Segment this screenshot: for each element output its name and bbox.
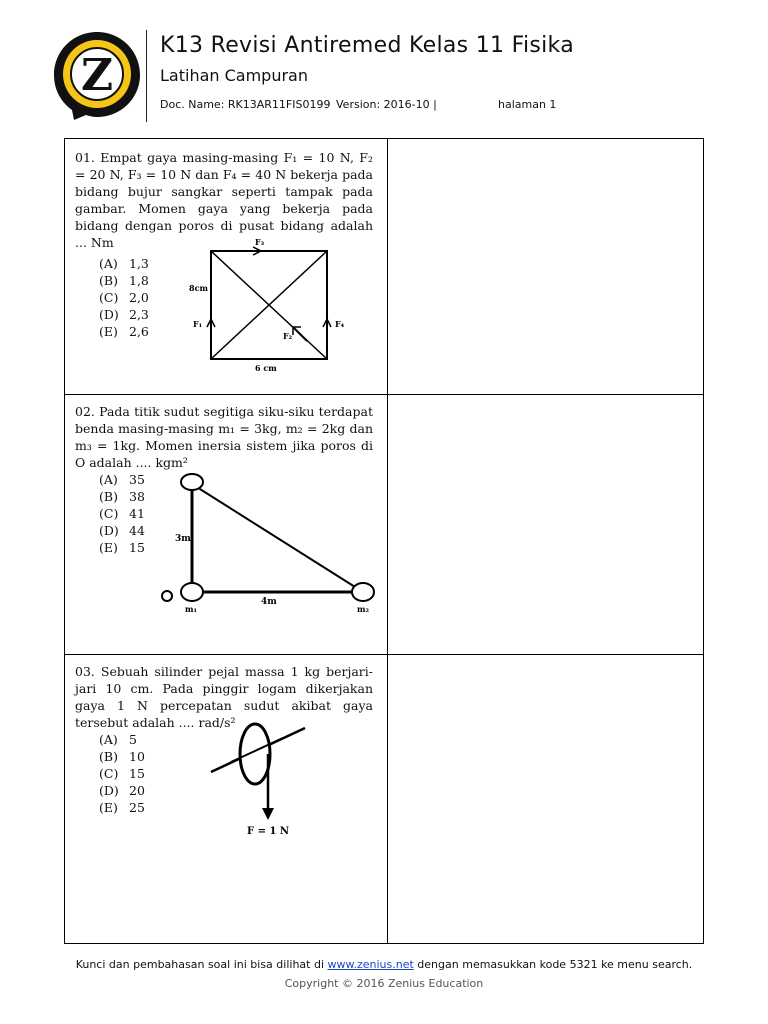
- page-subtitle: Latihan Campuran: [160, 66, 308, 85]
- option-1a[interactable]: (A) 1,3: [99, 256, 149, 271]
- pivot-o: [162, 591, 172, 601]
- option-2a[interactable]: (A) 35: [99, 472, 145, 487]
- question-3-number: 03.: [75, 664, 95, 679]
- zenius-link[interactable]: www.zenius.net: [327, 958, 414, 971]
- option-2c[interactable]: (C) 41: [99, 506, 145, 521]
- question-2-number: 02.: [75, 404, 95, 419]
- label-f1: F₁: [193, 319, 203, 329]
- question-3-body: Sebuah silinder pejal massa 1 kg berjari-jari 10 cm. Pada pinggir logam dikerjakan gaya 1 N percepatan sudut akibat gaya tersebut adalah .... rad/s²: [75, 664, 373, 730]
- question-row-3: [65, 654, 703, 943]
- question-3-options: [99, 731, 145, 816]
- option-3e[interactable]: (E) 25: [99, 800, 145, 815]
- question-1-body: Empat gaya masing-masing F₁ = 10 N, F₂ = 20 N, F₃ = 10 N dan F₄ = 40 N bekerja pada bidang bujur sangkar seperti tampak pada gambar. Momen gaya yang bekerja pada bidang dengan poros di pusat bidang adalah ... Nm: [75, 150, 373, 250]
- zenius-logo: [52, 30, 142, 122]
- logo-letter: Z: [80, 50, 114, 101]
- option-1e[interactable]: (E) 2,6: [99, 324, 149, 339]
- label-f3: F₃: [255, 237, 265, 247]
- question-table: [64, 138, 704, 944]
- question-2-text: [75, 403, 373, 471]
- label-4m: 4m: [261, 597, 277, 607]
- copyright: Copyright © 2016 Zenius Education: [284, 977, 484, 990]
- header-divider: [146, 30, 147, 122]
- question-2-body: Pada titik sudut segitiga siku-siku terdapat benda masing-masing m₁ = 3kg, m₂ = 2kg dan m₃ = 1kg. Momen inersia sistem jika poros di O adalah .... kgm²: [75, 404, 373, 470]
- option-3c[interactable]: (C) 15: [99, 766, 145, 781]
- square-force-figure: [185, 235, 365, 375]
- label-force: F = 1 N: [247, 826, 290, 837]
- option-2b[interactable]: (B) 38: [99, 489, 145, 504]
- label-8cm: 8cm: [189, 283, 208, 293]
- doc-name: Doc. Name: RK13AR11FIS0199: [160, 98, 331, 111]
- option-1d[interactable]: (D) 2,3: [99, 307, 149, 322]
- question-2-options: [99, 471, 145, 556]
- label-f2: F₂: [283, 331, 293, 341]
- footer-note: Kunci dan pembahasan soal ini bisa dilihat di www.zenius.net dengan memasukkan kode 5321 ke menu search.: [75, 958, 693, 971]
- option-1b[interactable]: (B) 1,8: [99, 273, 149, 288]
- page-title: K13 Revisi Antiremed Kelas 11 Fisika: [160, 33, 574, 58]
- question-row-1: [65, 139, 703, 395]
- label-m2: m₂: [357, 604, 369, 614]
- question-1-options: [99, 255, 149, 340]
- cylinder-force-figure: [205, 714, 325, 839]
- option-2e[interactable]: (E) 15: [99, 540, 145, 555]
- label-f4: F₄: [335, 319, 345, 329]
- doc-meta: [160, 98, 556, 111]
- label-m1: m₁: [185, 604, 197, 614]
- question-1-number: 01.: [75, 150, 95, 165]
- option-1c[interactable]: (C) 2,0: [99, 290, 149, 305]
- page-number: halaman 1: [498, 98, 557, 111]
- option-3a[interactable]: (A) 5: [99, 732, 137, 747]
- doc-version: Version: 2016-10 |: [336, 98, 437, 111]
- question-row-2: [65, 394, 703, 655]
- label-6cm: 6 cm: [255, 363, 277, 373]
- label-3m: 3m: [175, 534, 191, 544]
- triangle-mass-figure: [155, 470, 385, 620]
- option-2d[interactable]: (D) 44: [99, 523, 145, 538]
- option-3b[interactable]: (B) 10: [99, 749, 145, 764]
- option-3d[interactable]: (D) 20: [99, 783, 145, 798]
